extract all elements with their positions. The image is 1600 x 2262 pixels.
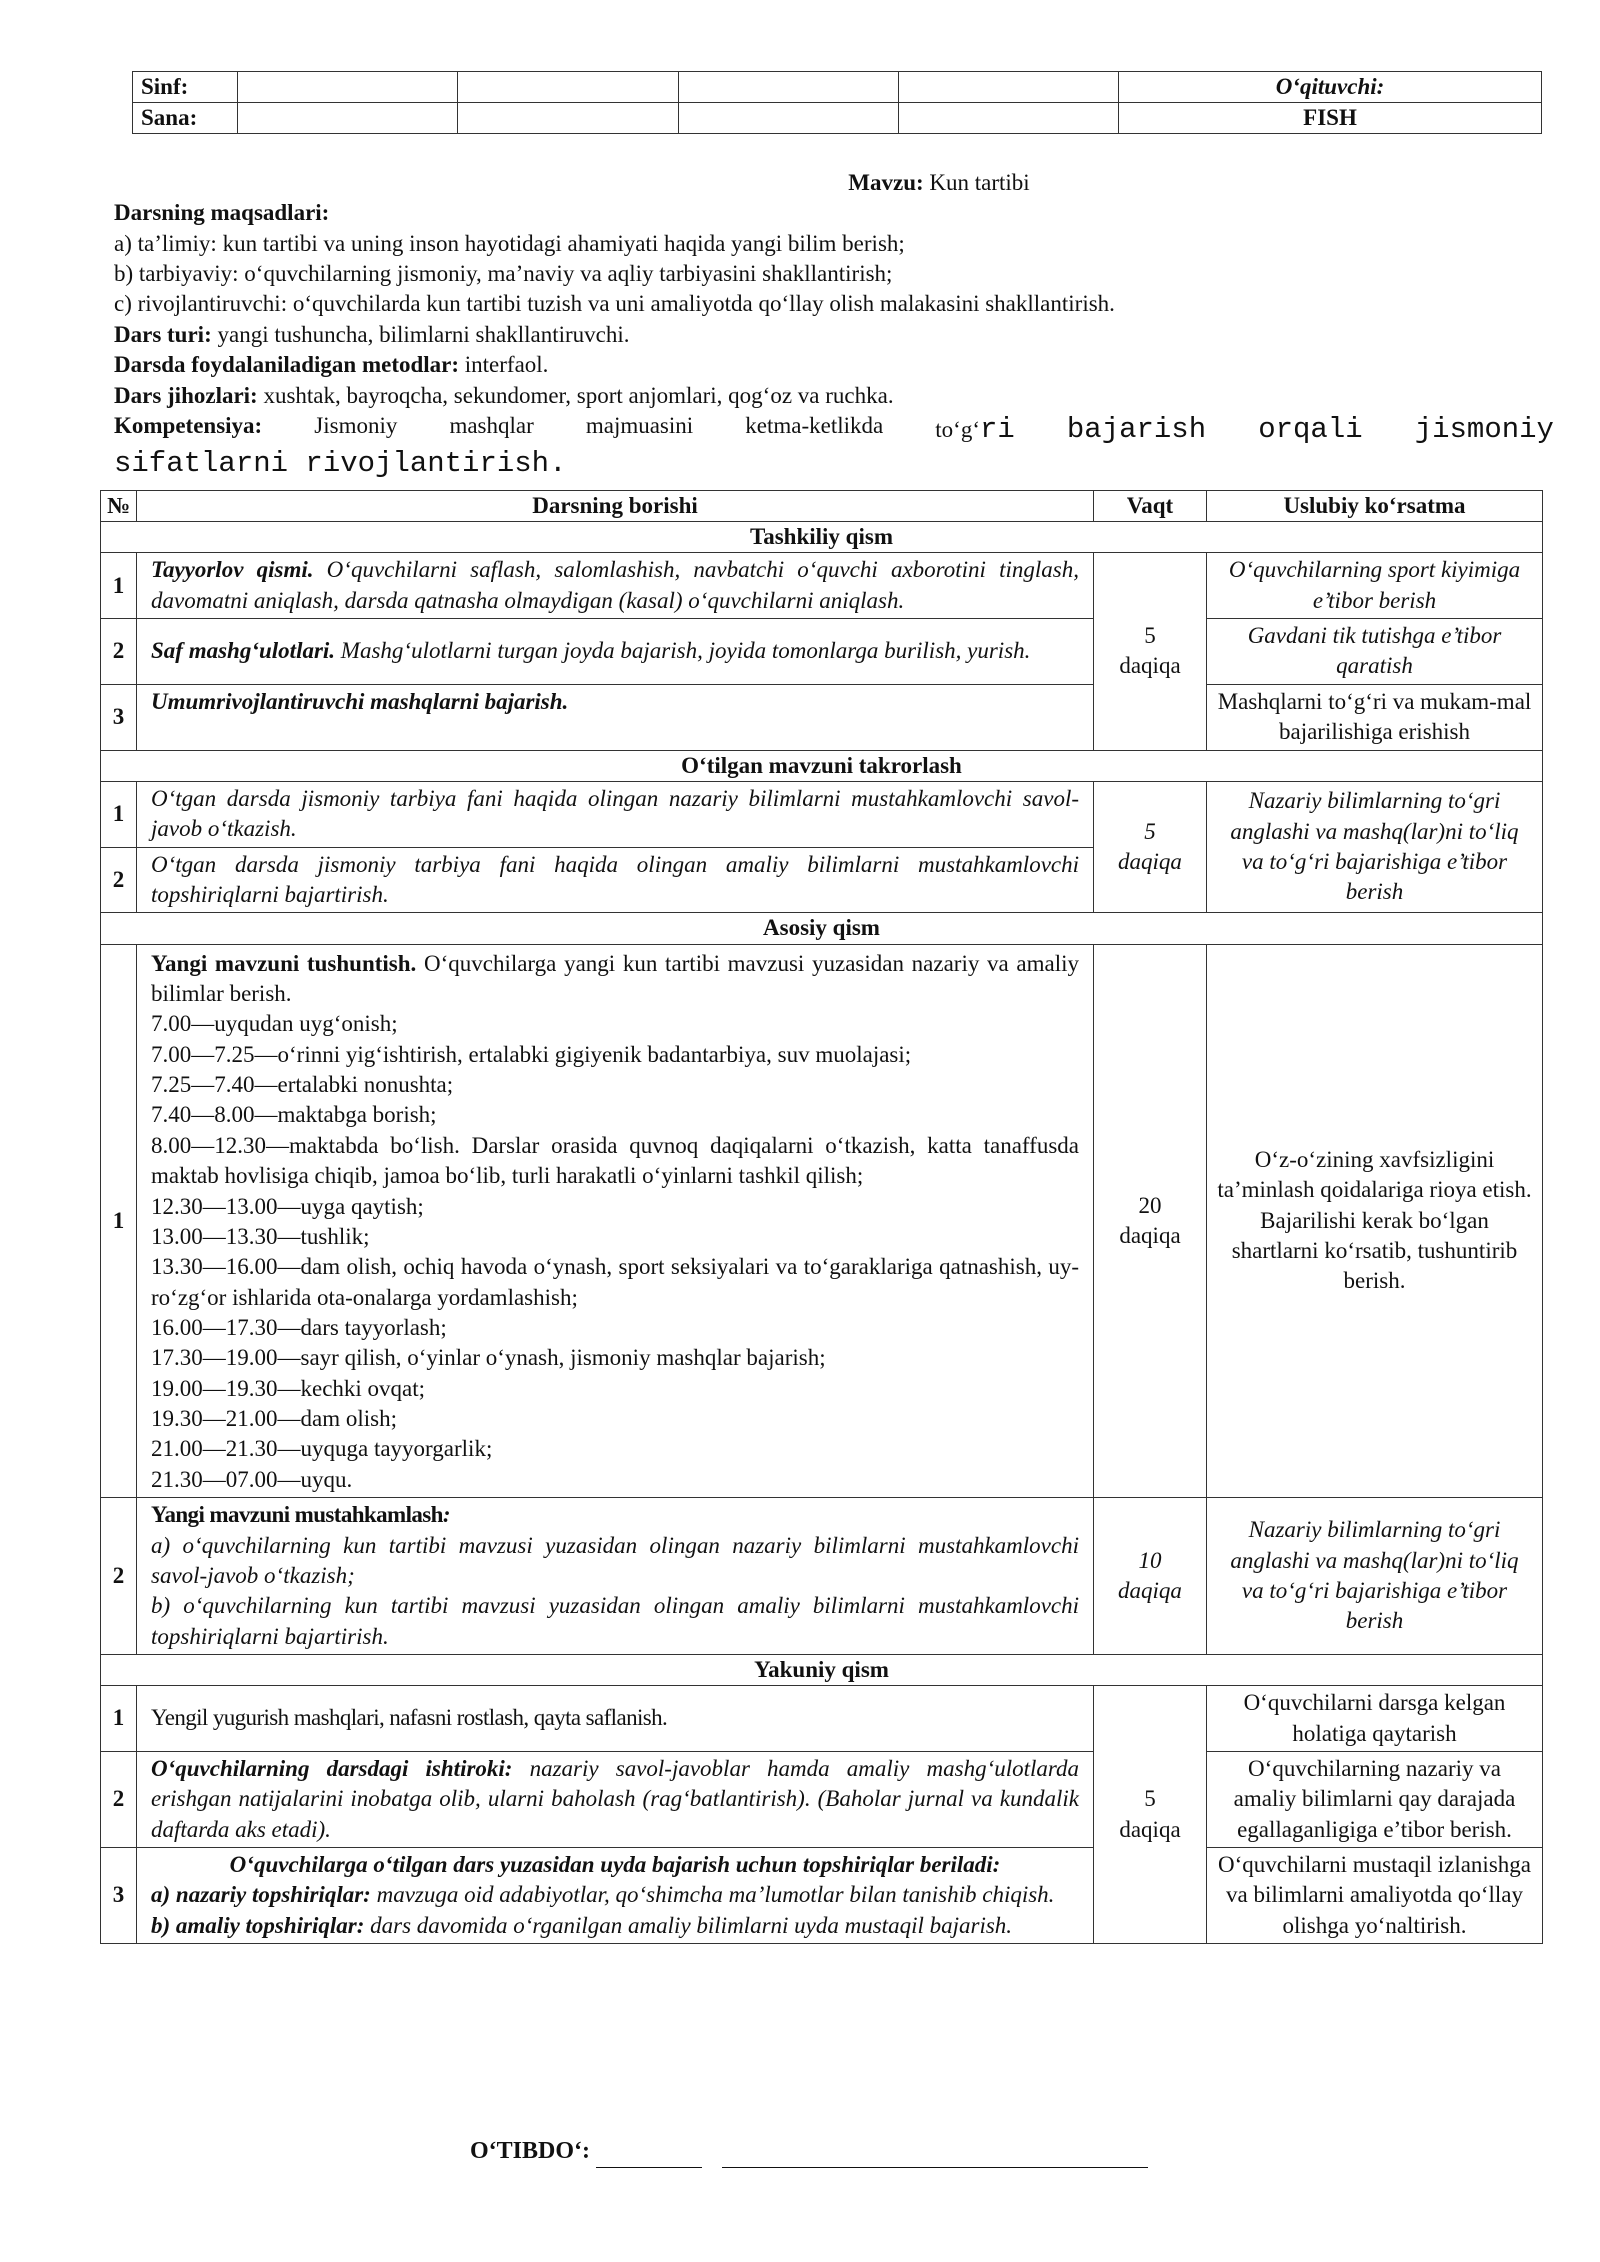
time-unit: daqiqa	[1119, 1816, 1181, 1842]
schedule-item: 12.30—13.00—uyga qaytish;	[151, 1193, 424, 1219]
competence-word-part: ri	[980, 412, 1015, 446]
table-row	[101, 1498, 1543, 1655]
competence-line-2: sifatlarni rivojlantirish.	[114, 447, 567, 481]
row-item: a) o‘quvchilarning kun tartibi mavzusi yuzasidan olingan nazariy bilimlarni mustahkamlovchi savol-javob o‘tkazish;	[151, 1532, 1079, 1588]
type-label: Dars turi:	[114, 321, 212, 347]
row-content	[137, 619, 1094, 685]
section-title: Yakuniy qism	[101, 1654, 1543, 1685]
section-title: O‘tilgan mavzuni takrorlash	[101, 750, 1543, 781]
row-number: 3	[101, 684, 137, 750]
row-number: 1	[101, 1686, 137, 1752]
table-header-row	[101, 491, 1543, 522]
row-content-bold: Umumrivojlantiruvchi mashqlarni bajarish.	[151, 688, 569, 714]
topic-label: Mavzu:	[848, 170, 924, 195]
section-title: Tashkiliy qism	[101, 522, 1543, 553]
row-content: O‘tgan darsda jismoniy tarbiya fani haqida olingan amaliy bilimlarni mustahkamlovchi topshiriqlarni bajartirish.	[137, 847, 1094, 913]
row-content-bold: Yangi mavzuni mustahkamlash	[151, 1502, 443, 1528]
row-content	[137, 684, 1094, 750]
row-note: Gavdani tik tutishga e’tibor qaratish	[1207, 619, 1543, 685]
row-number: 2	[101, 847, 137, 913]
row-note: O‘quvchilarni darsga kelgan holatiga qaytarish	[1207, 1686, 1543, 1752]
row-number: 2	[101, 1498, 137, 1655]
row-content-bold: Yangi mavzuni tushuntish.	[151, 950, 417, 976]
competence-line	[114, 411, 1554, 449]
lesson-info	[114, 168, 1554, 479]
row-content	[137, 1498, 1094, 1655]
class-cell-1	[238, 72, 458, 103]
class-cell-4	[898, 72, 1118, 103]
row-heading	[151, 1500, 1079, 1530]
row-time	[1094, 944, 1207, 1497]
lesson-type	[114, 320, 1554, 350]
time-value: 5	[1144, 1786, 1156, 1812]
table-row	[101, 619, 1543, 685]
row-content: Yengil yugurish mashqlari, nafasni rostlash, qayta saflanish.	[137, 1686, 1094, 1752]
competence-word: orqali	[1258, 412, 1363, 446]
equipment-label: Dars jihozlari:	[114, 382, 258, 408]
table-row	[101, 1848, 1543, 1944]
schedule-item: 21.00—21.30—uyquga tayyorgarlik;	[151, 1436, 493, 1462]
time-unit: daqiqa	[1118, 849, 1182, 875]
schedule-item: 7.40—8.00—maktabga borish;	[151, 1102, 437, 1128]
row-note: O‘quvchilarni mustaqil izlanishga va bilimlarni amaliyotda qo‘llay olishga yo‘naltirish.	[1207, 1848, 1543, 1944]
competence-word: bajarish	[1066, 412, 1207, 446]
row-item	[151, 1911, 1079, 1941]
row-intro	[151, 949, 1079, 1010]
row-time	[1094, 553, 1207, 750]
time-value: 10	[1138, 1547, 1162, 1573]
row-time	[1094, 781, 1207, 912]
row-content-bold: b) amaliy topshiriqlar:	[151, 1912, 365, 1938]
signature-line	[470, 2136, 1148, 2168]
goals-heading: Darsning maqsadlari:	[114, 200, 330, 226]
competence-word: ketma-ketlikda	[745, 412, 884, 438]
lesson-table	[100, 490, 1543, 1944]
col-num: №	[101, 491, 137, 522]
goal-b: b) tarbiyaviy: o‘quvchilarning jismoniy, ma’naviy va aqliy tarbiyasini shakllantirish;	[114, 261, 893, 287]
competence-word: mashqlar	[449, 412, 534, 438]
time-value: 5	[1144, 623, 1156, 649]
row-content-bold: Tayyorlov qismi.	[151, 557, 314, 583]
section-row	[101, 522, 1543, 553]
methods-value: interfaol.	[464, 352, 549, 378]
row-number: 1	[101, 944, 137, 1497]
schedule-item: 19.00—19.30—kechki ovqat;	[151, 1375, 426, 1401]
row-number: 1	[101, 553, 137, 619]
topic-value: Kun tartibi	[929, 170, 1030, 195]
time-value: 5	[1144, 818, 1156, 844]
goal-c: c) rivojlantiruvchi: o‘quvchilarda kun tartibi tuzish va uni amaliyotda qo‘llay olish malakasini shakllantirish.	[114, 291, 1115, 317]
topic-line	[324, 168, 1554, 198]
row-item: b) o‘quvchilarning kun tartibi mavzusi yuzasidan olingan amaliy bilimlarni mustahkamlovchi topshiriqlarni bajartirish.	[151, 1593, 1079, 1649]
goal-a: a) ta’limiy: kun tartibi va uning inson hayotidagi ahamiyati haqida yangi bilim berish;	[114, 230, 905, 256]
time-unit: daqiqa	[1119, 1222, 1181, 1248]
row-heading: O‘quvchilarga o‘tilgan dars yuzasidan uyda bajarish uchun topshiriqlar beriladi:	[229, 1852, 1001, 1878]
schedule-item: 13.30—16.00—dam olish, ochiq havoda o‘ynash, sport seksiyalari va to‘garaklariga qatnashish, uy-ro‘zg‘or ishlarida ota-onalarga yordamlashish;	[151, 1254, 1079, 1310]
signature-blank-long[interactable]	[722, 2145, 1148, 2168]
schedule-item: 8.00—12.30—maktabda bo‘lish. Darslar orasida quvnoq daqiqalarni o‘tkazish, katta tanaffusda maktab hovlisiga chiqib, jamoa bo‘lib, turli harakatli o‘yinlarni tashkil qilish;	[151, 1132, 1079, 1189]
equipment-value: xushtak, bayroqcha, sekundomer, sport anjomlari, qog‘oz va ruchka.	[263, 382, 894, 408]
row-content-colon: :	[442, 1502, 451, 1528]
row-content	[137, 944, 1094, 1497]
date-cell-4	[898, 103, 1118, 134]
schedule-item: 16.00—17.30—dars tayyorlash;	[151, 1314, 447, 1340]
table-row	[133, 103, 1542, 134]
lesson-methods	[114, 350, 1554, 380]
row-content-bold: Saf mashg‘ulotlari.	[151, 638, 336, 664]
class-cell-2	[458, 72, 678, 103]
schedule-item: 7.00—uyqudan uyg‘onish;	[151, 1011, 398, 1037]
section-row	[101, 750, 1543, 781]
methods-label: Darsda foydalaniladigan metodlar:	[114, 352, 460, 378]
row-note: Mashqlarni to‘g‘ri va mukam-mal bajarilishiga erishish	[1207, 684, 1543, 750]
class-cell-3	[678, 72, 898, 103]
col-time: Vaqt	[1094, 491, 1207, 522]
col-guidance: Uslubiy ko‘rsatma	[1207, 491, 1543, 522]
signature-blank[interactable]	[596, 2145, 702, 2168]
time-unit: daqiqa	[1118, 1578, 1182, 1604]
competence-word: jismoniy	[1414, 412, 1554, 446]
competence-word: majmuasini	[585, 412, 694, 438]
row-content-text: dars davomida o‘rganilgan amaliy bilimlarni uyda mustaqil bajarish.	[364, 1912, 1013, 1938]
row-note: O‘z-o‘zining xavfsizligini ta’minlash qoidalariga rioya etish. Bajarilishi kerak bo‘lgan shartlarni ko‘rsatib, tushuntirib berish.	[1207, 944, 1543, 1497]
date-cell-3	[678, 103, 898, 134]
schedule-item: 17.30—19.00—sayr qilish, o‘yinlar o‘ynash, jismoniy mashqlar bajarish;	[151, 1345, 826, 1371]
header-table	[132, 71, 1542, 134]
table-row	[101, 781, 1543, 847]
section-row	[101, 913, 1543, 944]
table-row	[101, 1752, 1543, 1848]
row-note: O‘quvchilarning nazariy va amaliy bilimlarni qay darajada egallaganligiga e’tibor berish.	[1207, 1752, 1543, 1848]
schedule-item: 7.25—7.40—ertalabki nonushta;	[151, 1072, 454, 1098]
row-note: O‘quvchilarning sport kiyimiga e’tibor berish	[1207, 553, 1543, 619]
col-process: Darsning borishi	[137, 491, 1094, 522]
row-content-text: O‘quvchilarni saflash, salomlashish, navbatchi o‘quvchi axborotini tinglash, davomatni aniqlash, darsda qatnasha olmaydigan (kasal) o‘quvchilarni aniqlash.	[151, 557, 1079, 613]
row-content	[137, 1848, 1094, 1944]
row-content-text: Mashg‘ulotlarni turgan joyda bajarish, joyida tomonlarga burilish, yurish.	[335, 638, 1031, 664]
schedule-item: 21.30—07.00—uyqu.	[151, 1466, 353, 1492]
table-row	[101, 553, 1543, 619]
date-cell-2	[458, 103, 678, 134]
schedule-item: 19.30—21.00—dam olish;	[151, 1406, 397, 1432]
row-content: O‘tgan darsda jismoniy tarbiya fani haqida olingan nazariy bilimlarni mustahkamlovchi savol-javob o‘tkazish.	[137, 781, 1094, 847]
row-time	[1094, 1498, 1207, 1655]
row-item	[151, 1880, 1079, 1910]
signature-label: O‘TIBDO‘:	[470, 2138, 590, 2164]
time-value: 20	[1138, 1192, 1162, 1218]
table-row	[133, 72, 1542, 103]
class-label: Sinf:	[133, 72, 238, 103]
schedule-item: 7.00—7.25—o‘rinni yig‘ishtirish, ertalabki gigiyenik badantarbiya, suv muolajasi;	[151, 1041, 912, 1067]
row-number: 2	[101, 1752, 137, 1848]
row-content-text: nazariy savol-javoblar hamda amaliy mashg‘ulotlarda erishgan natijalarini inobatga olib, ularni baholash (rag‘batlantirish). (Baholar jurnal va kundalik daftarda aks etadi).	[151, 1756, 1080, 1842]
row-content-text: mavzuga oid adabiyotlar, qo‘shimcha ma’lumotlar bilan tanishib chiqish.	[370, 1882, 1055, 1908]
row-number: 1	[101, 781, 137, 847]
table-row	[101, 684, 1543, 750]
row-time	[1094, 1686, 1207, 1944]
fish-label: FISH	[1119, 103, 1542, 134]
row-number: 2	[101, 619, 137, 685]
table-row	[101, 944, 1543, 1497]
teacher-label: O‘qituvchi:	[1119, 72, 1542, 103]
section-row	[101, 1654, 1543, 1685]
row-content	[137, 553, 1094, 619]
row-content-text: O‘quvchilarga yangi kun tartibi mavzusi yuzasidan nazariy va amaliy bilimlar berish.	[151, 950, 1079, 1007]
competence-label: Kompetensiya:	[114, 412, 263, 438]
schedule-item: 13.00—13.30—tushlik;	[151, 1223, 370, 1249]
row-note: Nazariy bilimlarning to‘gri anglashi va mashq(lar)ni to‘liq va to‘g‘ri bajarishiga e’tibor berish	[1207, 1498, 1543, 1655]
section-title: Asosiy qism	[101, 913, 1543, 944]
lesson-equipment	[114, 381, 1554, 411]
competence-word-part: to‘g‘	[935, 416, 980, 442]
row-content-bold: a) nazariy topshiriqlar:	[151, 1882, 371, 1908]
date-label: Sana:	[133, 103, 238, 134]
competence-word	[935, 411, 1015, 449]
table-row	[101, 1686, 1543, 1752]
date-cell-1	[238, 103, 458, 134]
row-number: 3	[101, 1848, 137, 1944]
competence-word: Jismoniy	[314, 412, 398, 438]
row-content-bold: O‘quvchilarning darsdagi ishtiroki:	[151, 1756, 513, 1782]
row-note: Nazariy bilimlarning to‘gri anglashi va mashq(lar)ni to‘liq va to‘g‘ri bajarishiga e’tibor berish	[1207, 781, 1543, 912]
type-value: yangi tushuncha, bilimlarni shakllantiruvchi.	[217, 321, 630, 347]
row-content	[137, 1752, 1094, 1848]
time-unit: daqiqa	[1119, 653, 1181, 679]
